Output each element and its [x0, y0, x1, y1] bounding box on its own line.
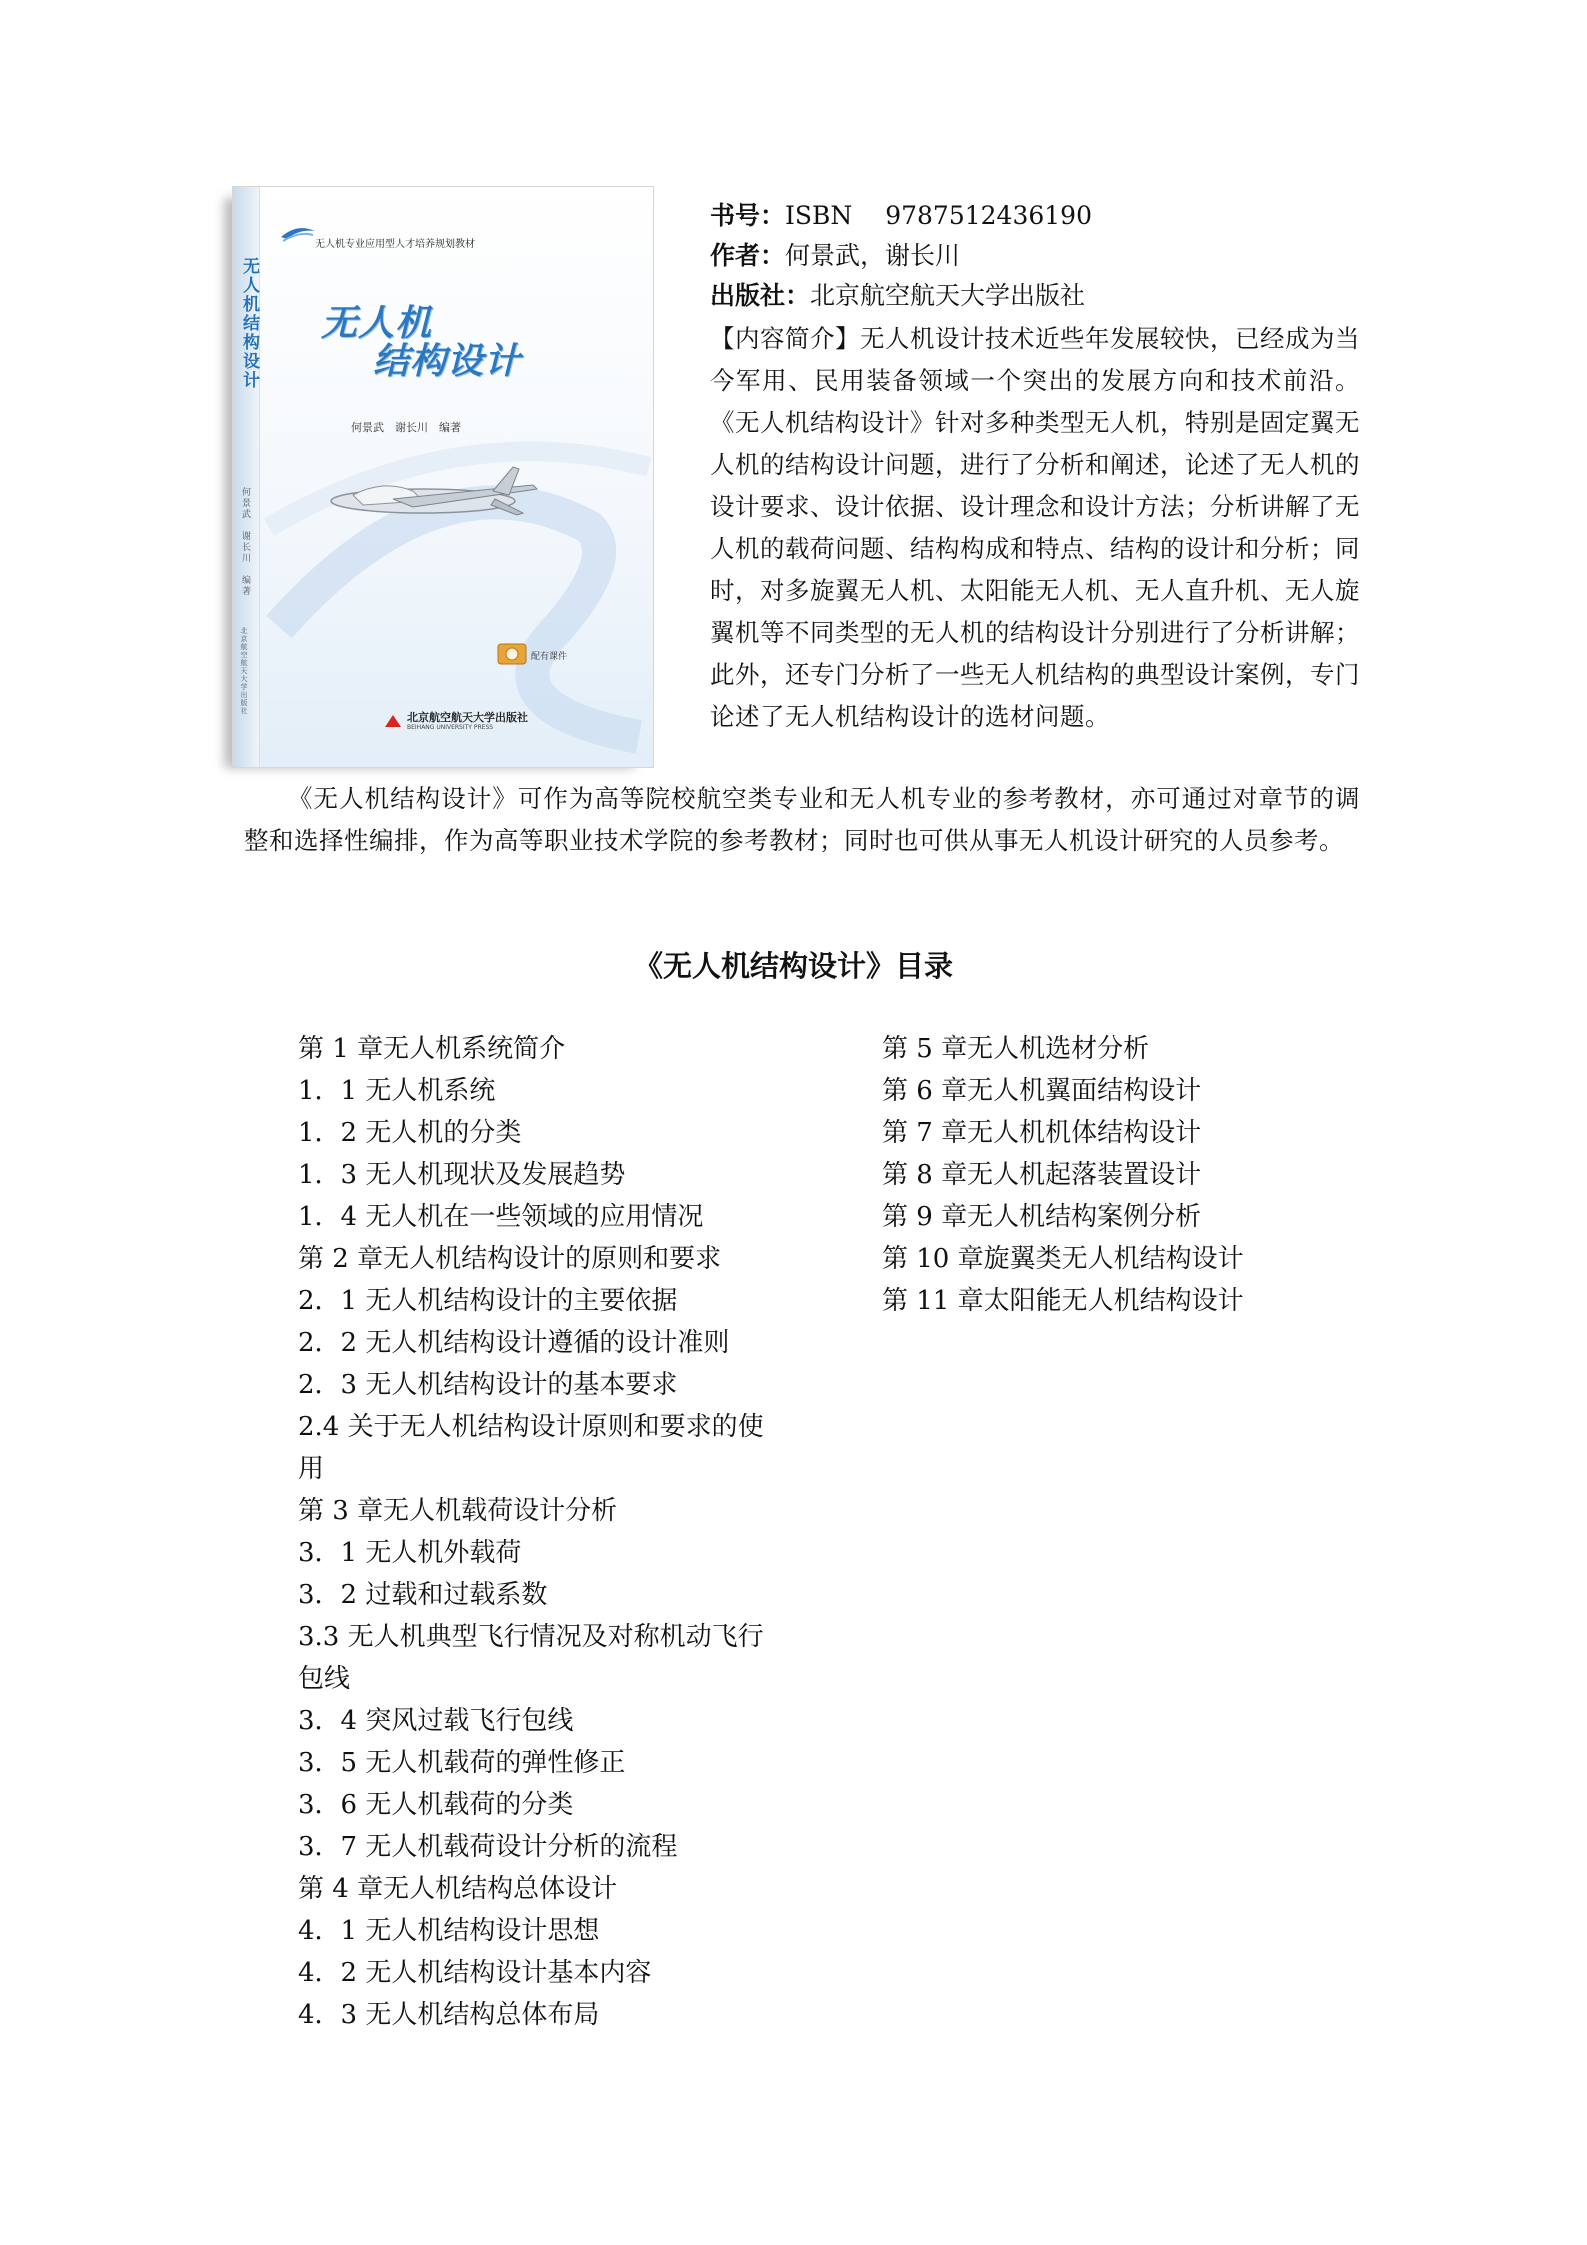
publisher-label: 出版社： [710, 281, 811, 310]
author-line [710, 236, 1360, 276]
cover-authors: 何景武 谢长川 编著 [351, 421, 461, 434]
toc-item: 第 1 章无人机系统简介 [298, 1034, 566, 1064]
toc-item: 3．6 无人机载荷的分类 [298, 1790, 574, 1820]
toc-item: 3．4 突风过载飞行包线 [298, 1706, 574, 1736]
toc-item: 3.3 无人机典型飞行情况及对称机动飞行包线 [298, 1622, 764, 1694]
toc-item: 第 7 章无人机机体结构设计 [882, 1118, 1202, 1148]
toc-title: 《无人机结构设计》目录 [633, 949, 953, 983]
toc-item: 4．3 无人机结构总体布局 [298, 2000, 600, 2030]
toc-item: 3．5 无人机载荷的弹性修正 [298, 1748, 626, 1778]
toc-right-column [882, 1028, 1362, 1322]
toc-item: 4．1 无人机结构设计思想 [298, 1916, 600, 1946]
cover-title-line2: 结构设计 [373, 341, 522, 382]
toc-item: 4．2 无人机结构设计基本内容 [298, 1958, 652, 1988]
toc-item: 第 10 章旋翼类无人机结构设计 [882, 1244, 1244, 1274]
cd-label: 配有课件 [531, 652, 568, 662]
toc-item: 1．1 无人机系统 [298, 1076, 496, 1106]
drone-illustration [323, 455, 553, 535]
toc-item: 2．1 无人机结构设计的主要依据 [298, 1286, 678, 1316]
isbn-line [710, 196, 1360, 236]
toc-item: 第 4 章无人机结构总体设计 [298, 1874, 618, 1904]
publisher-value: 北京航空航天大学出版社 [810, 281, 1086, 310]
toc-item: 第 8 章无人机起落装置设计 [882, 1160, 1202, 1190]
series-logo-icon [279, 223, 317, 245]
publisher-logo-icon [383, 713, 403, 729]
intro-text: 无人机设计技术近些年发展较快，已经成为当今军用、民用装备领域一个突出的发展方向和技术前沿。《无人机结构设计》针对多种类型无人机，特别是固定翼无人机的结构设计问题，进行了分析和阐述，论述了无人机的设计要求、设计依据、设计理念和设计方法；分析讲解了无人机的载荷问题、结构构成和特点、结构的设计和分析；同时，对多旋翼无人机、太阳能无人机、无人直升机、无人旋翼机等不同类型的无人机的结构设计分别进行了分析讲解；此外，还专门分析了一些无人机结构的典型设计案例，专门论述了无人机结构设计的选材问题。 [710, 324, 1360, 731]
toc-left-column [298, 1028, 778, 2036]
author-label: 作者： [710, 241, 786, 270]
toc-item: 第 2 章无人机结构设计的原则和要求 [298, 1244, 722, 1274]
toc-item: 第 11 章太阳能无人机结构设计 [882, 1286, 1244, 1316]
toc-item: 3．1 无人机外载荷 [298, 1538, 522, 1568]
cover-publisher-name: 北京航空航天大学出版社 [407, 711, 528, 724]
publisher-line [710, 276, 1360, 316]
book-cover-image [232, 186, 654, 768]
intro-continuation: 《无人机结构设计》可作为高等院校航空类专业和无人机专业的参考教材，亦可通过对章节的调整和选择性编排，作为高等职业技术学院的参考教材；同时也可供从事无人机设计研究的人员参考。 [244, 784, 1360, 855]
cover-publisher-en: BEIHANG UNIVERSITY PRESS [407, 724, 494, 731]
intro-label: 【内容简介】 [710, 324, 860, 353]
cover-series-text: 无人机专业应用型人才培养规划教材 [315, 239, 475, 250]
toc-item: 1．3 无人机现状及发展趋势 [298, 1160, 626, 1190]
toc-item: 第 9 章无人机结构案例分析 [882, 1202, 1202, 1232]
toc-item: 3．7 无人机载荷设计分析的流程 [298, 1832, 678, 1862]
spine-author: 何景武 谢长川 编著 [240, 487, 250, 597]
toc-item: 1．2 无人机的分类 [298, 1118, 522, 1148]
toc-item: 第 5 章无人机选材分析 [882, 1034, 1150, 1064]
cover-title-line1: 无人机 [321, 303, 433, 344]
cd-icon [497, 643, 527, 665]
isbn-label: 书号： [710, 201, 786, 230]
toc-item: 1．4 无人机在一些领域的应用情况 [298, 1202, 704, 1232]
author-value: 何景武，谢长川 [785, 241, 961, 270]
toc-item: 第 6 章无人机翼面结构设计 [882, 1076, 1202, 1106]
content-intro [710, 318, 1360, 738]
toc-item: 2.4 关于无人机结构设计原则和要求的使用 [298, 1412, 764, 1484]
book-info [710, 196, 1360, 316]
book-spine [233, 187, 260, 767]
isbn-value: ISBN 9787512436190 [785, 201, 1092, 230]
toc-item: 第 3 章无人机载荷设计分析 [298, 1496, 618, 1526]
spine-publisher: 北京航空航天大学出版社 [240, 627, 248, 715]
toc-item: 2．2 无人机结构设计遵循的设计准则 [298, 1328, 730, 1358]
toc-item: 3．2 过载和过载系数 [298, 1580, 548, 1610]
spine-title: 无人机结构设计 [239, 257, 259, 390]
toc-item: 2．3 无人机结构设计的基本要求 [298, 1370, 678, 1400]
